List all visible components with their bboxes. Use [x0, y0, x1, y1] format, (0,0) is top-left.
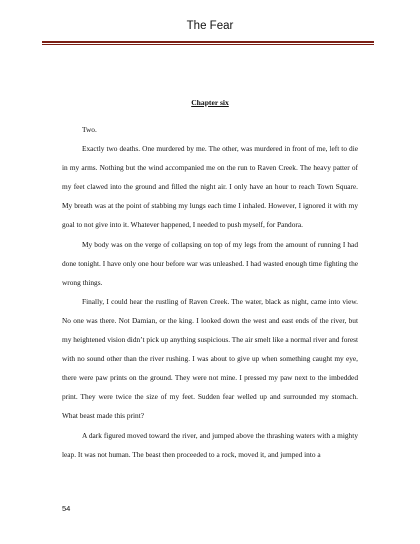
- paragraph-3: My body was on the verge of collapsing on top of my legs from the amount of running I had done tonight. I have only one hour before war was unleashed. I had wasted enough time fighting the wrong things.: [62, 239, 358, 287]
- paragraph-5: A dark figured moved toward the river, and jumped above the thrashing waters with a mighty leap. It was not human. The beast then proceeded to a rock, moved it, and jumped into a: [62, 430, 358, 459]
- header-rule-secondary: [42, 44, 374, 45]
- running-header: The Fear: [186, 20, 234, 32]
- paragraph-4: Finally, I could hear the rustling of Raven Creek. The water, black as night, came into view. No one was there. Not Damian, or the king. I looked down the west and east ends of the river, but my heightened vision didn’t pick up anything suspicious. The air smelt like a normal river and forest with no sound other than the river rushing. I was about to give up when something caught my eye, there were paw prints on the ground. They were not mine. I pressed my paw next to the imbedded print. They were twice the size of my feet. Sudden fear welled up and surrounded my stomach. What beast made this print?: [62, 296, 358, 421]
- page-number: 54: [62, 504, 71, 513]
- paragraph-2: Exactly two deaths. One murdered by me. The other, was murdered in front of me, left to die in my arms. Nothing but the wind accompanied me on the run to Raven Creek. The heavy patter of my feet clawed into the ground and filled the night air. I only have an hour to reach Town Square. My breath was at the point of stabbing my lungs each time I inhaled. However, I ignored it with my goal to not give into it. Whatever happened, I needed to push myself, for Pandora.: [62, 144, 358, 230]
- paragraph-1: Two.: [82, 125, 97, 134]
- header-rule: [42, 41, 374, 43]
- chapter-title: Chapter six: [191, 98, 229, 107]
- body-text: [62, 120, 358, 464]
